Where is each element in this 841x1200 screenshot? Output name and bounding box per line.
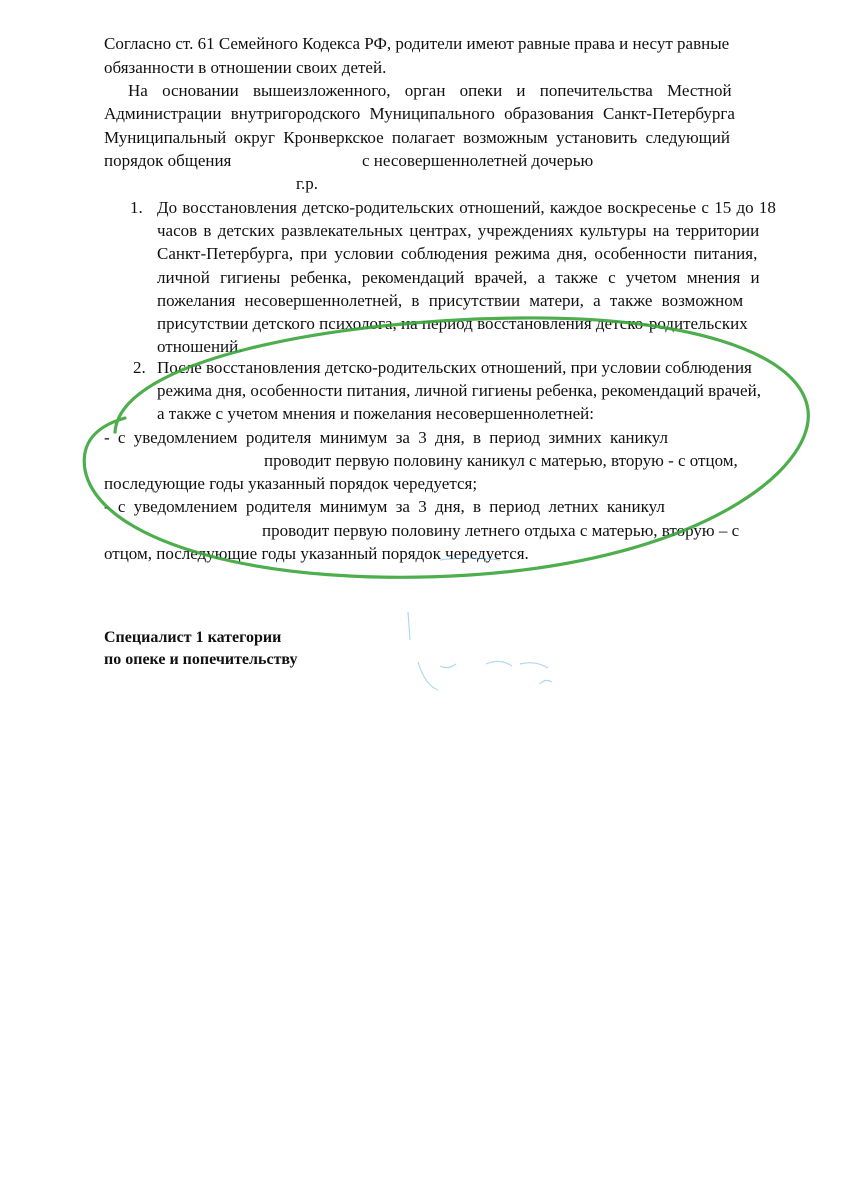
signature-title-line2: по опеке и попечительству xyxy=(104,651,298,668)
item2-line: а также с учетом мнения и пожелания несовершеннолетней: xyxy=(157,404,594,423)
item2-number: 2. xyxy=(133,358,146,377)
item1-line: До восстановления детско-родительских отношений, каждое воскресенье с 15 до 18 xyxy=(157,198,776,217)
item1-line: часов в детских развлекательных центрах, учреждениях культуры на территории xyxy=(157,221,760,240)
para2-line3: Муниципальный округ Кронверкское полагает возможным установить следующий xyxy=(104,128,730,147)
para1-line1-text: Согласно ст. 61 Семейного Кодекса РФ, родители имеют равные права и несут равные xyxy=(104,34,730,53)
item1-line: присутствии детского психолога, на период восстановления детско-родительских xyxy=(157,314,748,333)
para1-line2: обязанности в отношении своих детей. xyxy=(104,58,387,77)
summer-line3: отцом, последующие годы указанный порядок чередуется. xyxy=(104,544,529,563)
item1-line: Санкт-Петербурга, при условии соблюдения режима дня, особенности питания, xyxy=(157,244,758,263)
winter-line1: - с уведомлением родителя минимум за 3 дня, в период зимних каникул xyxy=(104,428,668,447)
item1-number: 1. xyxy=(130,198,143,217)
item1-line: личной гигиены ребенка, рекомендаций врачей, а также с учетом мнения и xyxy=(157,268,760,287)
para2-birth-year: г.р. xyxy=(296,174,319,193)
summer-line2: проводит первую половину летнего отдыха с матерью, вторую – с xyxy=(262,521,740,540)
para2-line4-start: порядок общения xyxy=(104,151,232,170)
para1-line1 xyxy=(104,34,780,54)
summer-line1: - с уведомлением родителя минимум за 3 дня, в период летних каникул xyxy=(104,497,665,516)
item2-line: После восстановления детско-родительских отношений, при условии соблюдения xyxy=(157,358,752,377)
signature-title-line1: Специалист 1 категории xyxy=(104,629,282,646)
item1-line: отношений. xyxy=(157,337,243,356)
stamp-mark xyxy=(408,558,552,690)
item1-line: пожелания несовершеннолетней, в присутствии матери, а также возможном xyxy=(157,291,744,310)
para2-line1: На основании вышеизложенного, орган опеки и попечительства Местной xyxy=(128,81,732,100)
item2-line: режима дня, особенности питания, личной гигиены ребенка, рекомендаций врачей, xyxy=(157,381,761,400)
para2-line2: Администрации внутригородского Муниципального образования Санкт-Петербурга xyxy=(104,104,735,123)
para2-line4-end: с несовершеннолетней дочерью xyxy=(362,151,594,170)
winter-line3: последующие годы указанный порядок чередуется; xyxy=(104,474,478,493)
winter-line2: проводит первую половину каникул с матерью, вторую - с отцом, xyxy=(264,451,738,470)
